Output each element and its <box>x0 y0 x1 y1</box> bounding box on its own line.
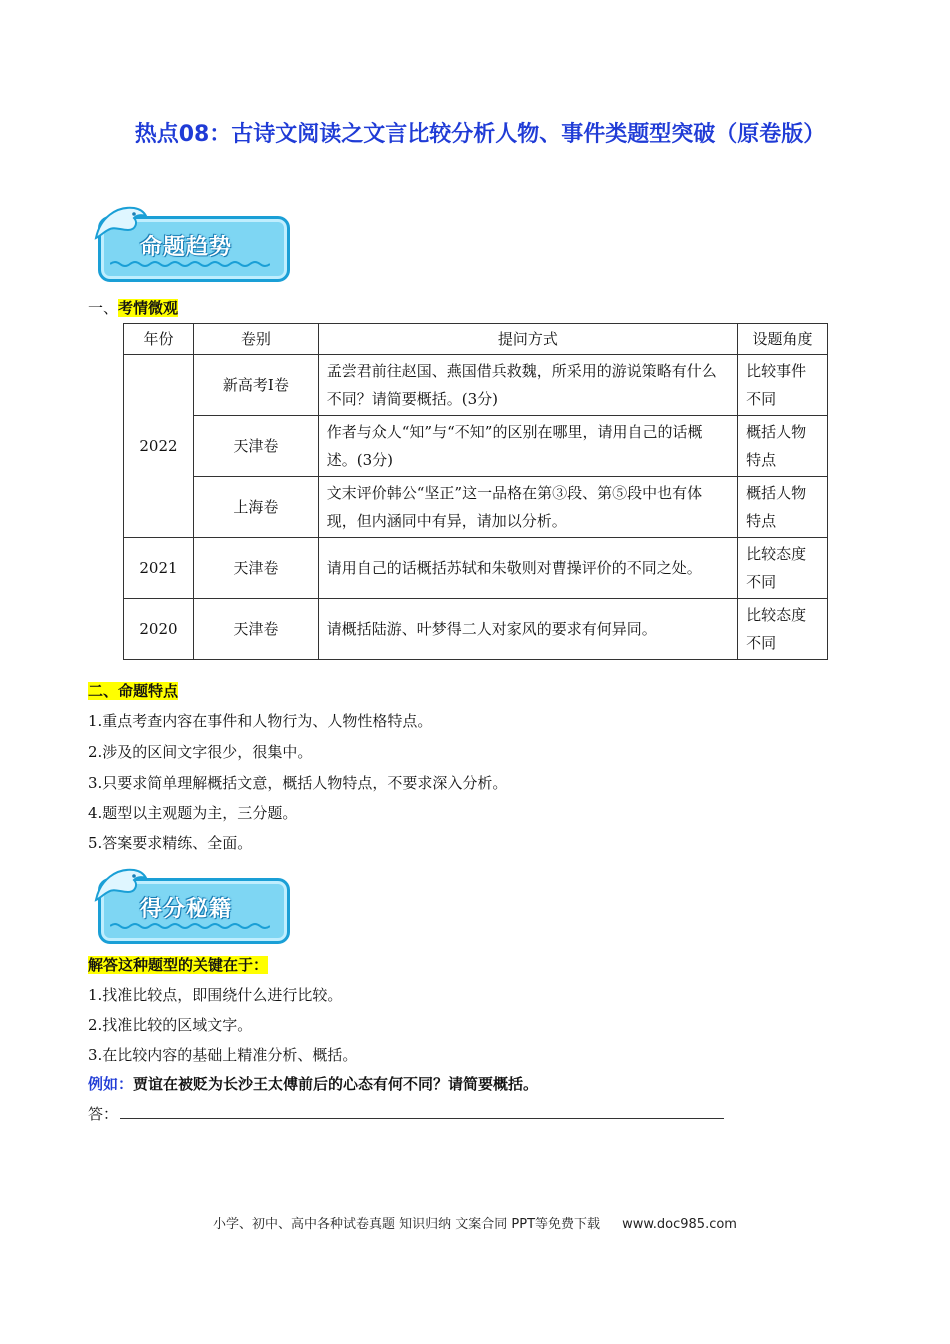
table-row <box>124 355 828 416</box>
question-cell: 作者与众人“知”与“不知”的区别在哪里，请用自己的话概述。(3分) <box>318 416 737 477</box>
angle-cell: 比较态度不同 <box>738 538 828 599</box>
table-header-row <box>124 324 828 355</box>
table-header: 提问方式 <box>318 324 737 355</box>
answer-blank <box>120 1104 724 1119</box>
angle-cell: 概括人物特点 <box>738 477 828 538</box>
page-title: 热点08：古诗文阅读之文言比较分析人物、事件类题型突破（原卷版） <box>134 122 826 147</box>
wave-decoration <box>110 922 270 930</box>
badge-label: 命题趋势 <box>140 235 233 260</box>
question-cell: 请概括陆游、叶梦得二人对家风的要求有何异同。 <box>318 599 737 660</box>
question-cell: 孟尝君前往赵国、燕国借兵救魏，所采用的游说策略有什么不同？请简要概括。(3分) <box>318 355 737 416</box>
paper-cell: 天津卷 <box>193 538 318 599</box>
angle-cell: 比较态度不同 <box>738 599 828 660</box>
list-item: 3.只要求简单理解概括文意，概括人物特点，不要求深入分析。 <box>88 774 508 792</box>
exam-table <box>123 323 828 660</box>
table-row <box>124 416 828 477</box>
section-heading-2: 二、命题特点 <box>88 682 179 700</box>
section-heading-1: 一、考情微观 <box>88 299 179 317</box>
angle-cell: 比较事件不同 <box>738 355 828 416</box>
list-item: 4.题型以主观题为主，三分题。 <box>88 804 298 822</box>
wave-decoration <box>110 260 270 268</box>
section-badge-trend <box>90 200 290 282</box>
list-item: 1.重点考查内容在事件和人物行为、人物性格特点。 <box>88 712 433 730</box>
table-header: 年份 <box>124 324 194 355</box>
table-header: 设题角度 <box>738 324 828 355</box>
list-item: 1.找准比较点，即围绕什么进行比较。 <box>88 986 343 1004</box>
angle-cell: 概括人物特点 <box>738 416 828 477</box>
year-cell: 2020 <box>124 599 194 660</box>
answer-line: 答： <box>88 1103 724 1124</box>
example-question: 例如：贾谊在被贬为长沙王太傅前后的心态有何不同？请简要概括。 <box>88 1075 539 1093</box>
question-cell: 请用自己的话概括苏轼和朱敬则对曹操评价的不同之处。 <box>318 538 737 599</box>
year-cell: 2022 <box>124 355 194 538</box>
list-item: 3.在比较内容的基础上精准分析、概括。 <box>88 1046 358 1064</box>
paper-cell: 上海卷 <box>193 477 318 538</box>
paper-cell: 天津卷 <box>193 599 318 660</box>
section-badge-tips <box>90 862 290 944</box>
year-cell: 2021 <box>124 538 194 599</box>
list-item: 2.涉及的区间文字很少，很集中。 <box>88 743 313 761</box>
table-row <box>124 477 828 538</box>
list-item: 5.答案要求精练、全面。 <box>88 834 253 852</box>
footer: 小学、初中、高中各种试卷真题 知识归纳 文案合同 PPT等免费下载 www.doc985.com <box>213 1217 737 1232</box>
footer-url: www.doc985.com <box>622 1217 737 1232</box>
list-item: 2.找准比较的区域文字。 <box>88 1016 253 1034</box>
paper-cell: 新高考Ⅰ卷 <box>193 355 318 416</box>
question-cell: 文末评价韩公“坚正”这一品格在第③段、第⑤段中也有体现，但内涵同中有异，请加以分析。 <box>318 477 737 538</box>
table-row <box>124 538 828 599</box>
badge-label: 得分秘籍 <box>140 897 233 922</box>
table-header: 卷别 <box>193 324 318 355</box>
table-row <box>124 599 828 660</box>
section-heading-3: 解答这种题型的关键在于： <box>88 956 269 974</box>
paper-cell: 天津卷 <box>193 416 318 477</box>
